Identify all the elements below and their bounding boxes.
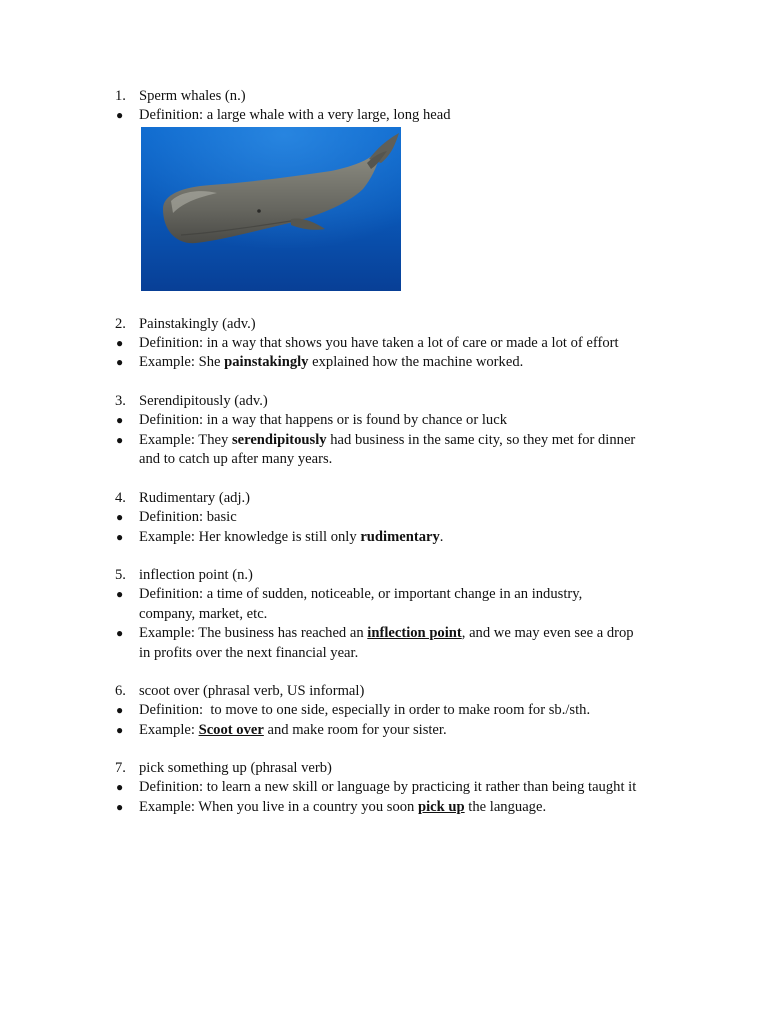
entry-term: inflection point (n.) bbox=[139, 567, 253, 583]
bullet-icon: ● bbox=[116, 723, 124, 737]
bullet-icon: ● bbox=[116, 413, 124, 427]
example-suffix: , and we may even see a drop bbox=[461, 625, 634, 641]
bullet-icon: ● bbox=[116, 530, 124, 544]
example-keyword: rudimentary bbox=[360, 529, 440, 545]
bullet-icon: ● bbox=[116, 336, 124, 350]
entry-term: Rudimentary (adj.) bbox=[139, 490, 251, 506]
example-suffix: . bbox=[439, 529, 444, 545]
entry-term: Sperm whales (n.) bbox=[139, 88, 246, 104]
example-prefix: Example: When you live in a country you soon bbox=[139, 799, 418, 815]
example-prefix: Example: bbox=[139, 722, 199, 738]
definition-text: Definition: in a way that happens or is found by chance or luck bbox=[139, 412, 507, 428]
definition-text: Definition: basic bbox=[139, 509, 237, 525]
entry-number: 2. bbox=[115, 316, 126, 332]
entry-term: scoot over (phrasal verb, US informal) bbox=[139, 683, 365, 699]
bullet-icon: ● bbox=[116, 780, 124, 794]
entry-number: 7. bbox=[115, 760, 126, 776]
definition-text: Definition: in a way that shows you have taken a lot of care or made a lot of effort bbox=[139, 335, 619, 351]
definition-continuation: company, market, etc. bbox=[139, 606, 268, 622]
bullet-icon: ● bbox=[116, 587, 124, 601]
example-keyword: inflection point bbox=[367, 625, 462, 641]
definition-text: Definition: to learn a new skill or language by practicing it rather than being taught it bbox=[139, 779, 637, 795]
bullet-icon: ● bbox=[116, 433, 124, 447]
example-keyword: serendipitously bbox=[231, 432, 327, 448]
bullet-icon: ● bbox=[116, 626, 124, 640]
example-prefix: Example: She bbox=[139, 354, 225, 370]
example-suffix: the language. bbox=[464, 799, 547, 815]
bullet-icon: ● bbox=[116, 800, 124, 814]
example-text bbox=[139, 623, 634, 643]
bullet-icon: ● bbox=[116, 355, 124, 369]
whale-illustration bbox=[141, 127, 401, 291]
definition-text: Definition: a large whale with a very large, long head bbox=[139, 107, 451, 123]
example-text bbox=[139, 720, 447, 740]
example-prefix: Example: They bbox=[139, 432, 232, 448]
bullet-icon: ● bbox=[116, 703, 124, 717]
entry-term: Painstakingly (adv.) bbox=[139, 316, 256, 332]
example-prefix: Example: The business has reached an bbox=[139, 625, 368, 641]
bullet-icon: ● bbox=[116, 108, 124, 122]
entry-number: 1. bbox=[115, 88, 126, 104]
example-continuation: and to catch up after many years. bbox=[139, 451, 333, 467]
entry-term: pick something up (phrasal verb) bbox=[139, 760, 332, 776]
definition-text: Definition: to move to one side, especially in order to make room for sb./sth. bbox=[139, 702, 591, 718]
entry-term: Serendipitously (adv.) bbox=[139, 393, 268, 409]
sperm-whale-image bbox=[141, 127, 401, 291]
bullet-icon: ● bbox=[116, 510, 124, 524]
example-suffix: explained how the machine worked. bbox=[308, 354, 524, 370]
example-text bbox=[139, 527, 443, 547]
example-keyword: Scoot over bbox=[198, 722, 264, 738]
example-text bbox=[139, 430, 635, 450]
example-continuation: in profits over the next financial year. bbox=[139, 645, 359, 661]
entry-number: 5. bbox=[115, 567, 126, 583]
definition-text: Definition: a time of sudden, noticeable, or important change in an industry, bbox=[139, 586, 583, 602]
example-suffix: had business in the same city, so they met for dinner bbox=[326, 432, 636, 448]
example-suffix: and make room for your sister. bbox=[263, 722, 447, 738]
example-text bbox=[139, 797, 546, 817]
entry-number: 6. bbox=[115, 683, 126, 699]
entry-number: 3. bbox=[115, 393, 126, 409]
example-keyword: pick up bbox=[417, 799, 465, 815]
example-prefix: Example: Her knowledge is still only bbox=[139, 529, 361, 545]
example-keyword: painstakingly bbox=[224, 354, 309, 370]
example-text bbox=[139, 352, 523, 372]
entry-number: 4. bbox=[115, 490, 126, 506]
